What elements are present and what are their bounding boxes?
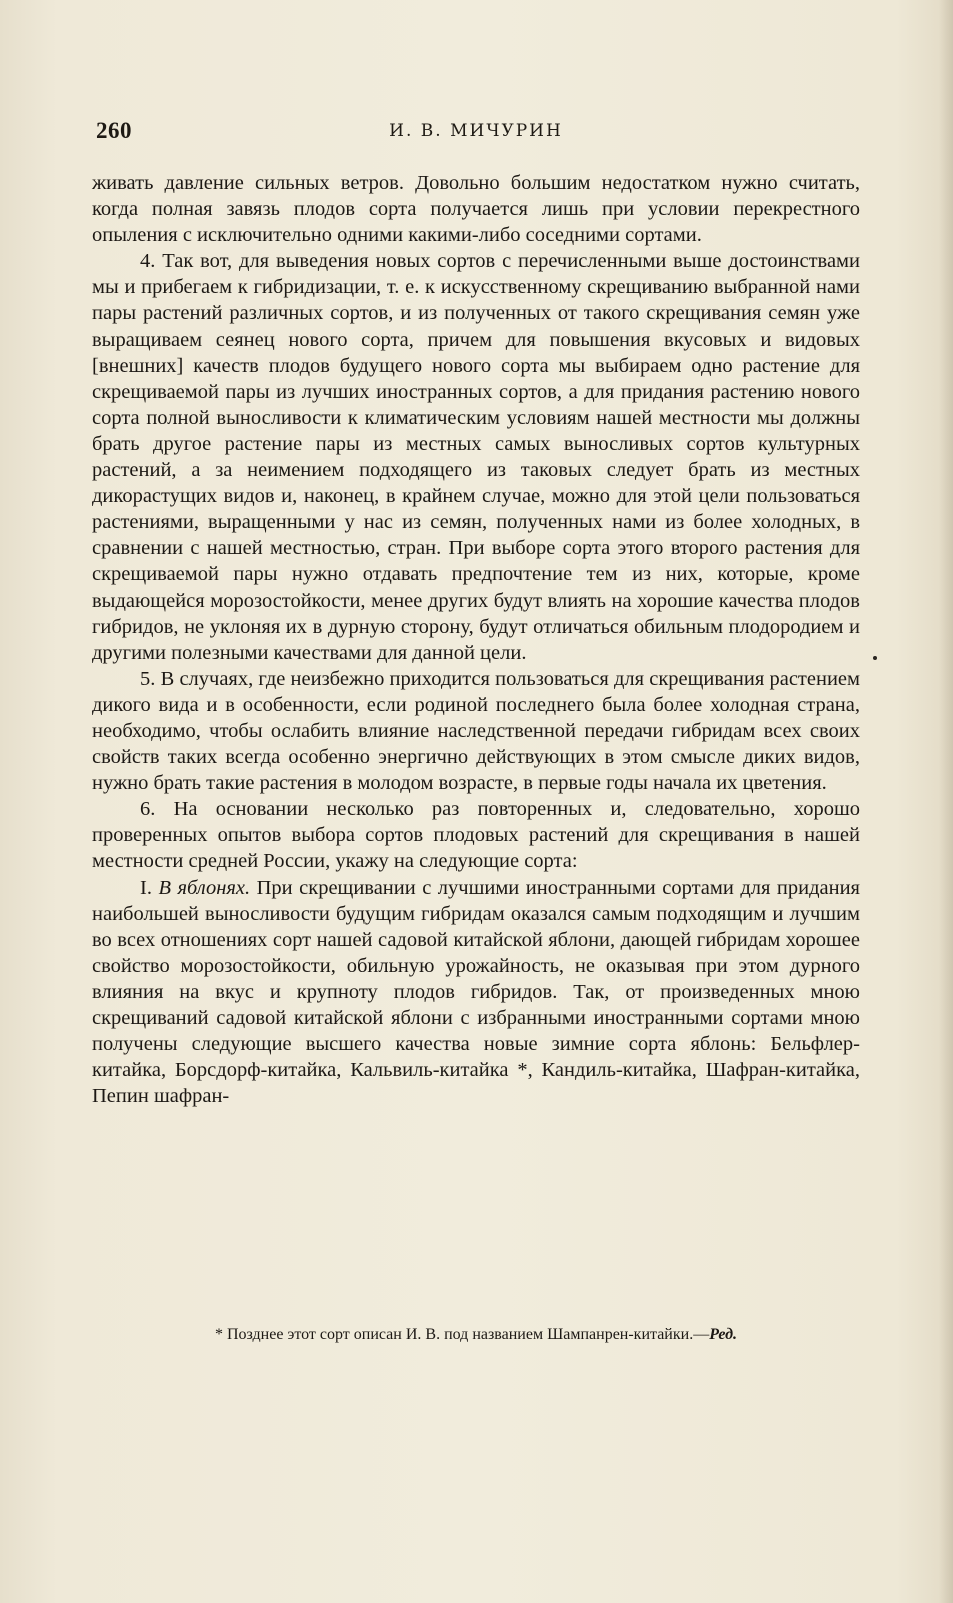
paragraph-4	[92, 248, 860, 666]
running-head: И. В. МИЧУРИН	[389, 121, 563, 141]
paragraph-5	[92, 666, 860, 796]
footnote-text: * Позднее этот сорт описан И. В. под названием Шампанрен-китайки.—	[214, 1326, 710, 1343]
page-number: 260	[96, 118, 132, 143]
page-edge-shadow	[939, 0, 953, 1603]
footnote	[92, 1324, 860, 1346]
paragraph-text: 6. На основании несколько раз повторенных и, следовательно, хорошо проверенных опытов выбора сортов плодовых растений для скрещивания в нашей местности средней России, укажу на следующие сорта:	[92, 798, 860, 873]
paragraph-apple-trees	[92, 875, 860, 1110]
section-number: I.	[140, 876, 159, 899]
page-header	[92, 118, 860, 148]
paragraph-text: 4. Так вот, для выведения новых сортов с перечисленными выше достоинствами мы и прибегаем к гибридизации, т. е. к искусственному скрещиванию выбранной нами пары растений различных сортов, и из полученных от такого скрещивания семян уже выращиваем сеянец нового сорта, причем для повышения вкусовых и видовых [внешних] качеств плодов будущего нового сорта мы выбираем одно растение для скрещиваемой пары из лучших иностранных сортов, а для придания растению нового сорта полной выносливости к климатическим условиям нашей местности мы должны брать другое растение пары из местных самых выносливых сортов культурных растений, а за неимением подходящего из таковых следует брать из местных дикорастущих видов и, наконец, в крайнем случае, можно для этой цели пользоваться растениями, выращенными у нас из семян, полученных нами из более холодных, в сравнении с нашей местностью, стран. При выборе сорта этого второго растения для скрещиваемой пары нужно отдавать предпочтение тем из них, которые, кроме выдающейся морозостойкости, менее других будут влиять на хорошие качества плодов гибридов, не уклоняя их в дурную сторону, будут отличаться обильным плодородием и другими полезными качествами для данной цели.	[92, 250, 860, 664]
paragraph-6	[92, 796, 860, 874]
paragraph-continuation	[92, 170, 860, 248]
section-title-italic: В яблонях.	[158, 876, 251, 899]
body-text	[92, 170, 860, 1109]
footnote-editor-mark: Ред.	[709, 1326, 738, 1343]
paragraph-text: При скрещивании с лучшими иностранными сортами для придания наибольшей выносливости будущим гибридам оказался самым подходящим и лучшим во всех отношениях сорт нашей садовой китайской яблони, дающей гибридам хорошее свойство морозостойкости, обильную урожайность, не оказывая при этом дурного влияния на вкус и крупноту плодов гибридов. Так, от произведенных мною скрещиваний садовой китайской яблони с избранными иностранными сортами мною получены следующие высшего качества новые зимние сорта яблонь: Бельфлер-китайка, Борсдорф-китайка, Кальвиль-китайка *, Кандиль-китайка, Шафран-китайка, Пепин шафран-	[92, 876, 860, 1108]
paragraph-text: 5. В случаях, где неизбежно приходится пользоваться для скрещивания растением дикого вида и в особенности, если родиной последнего была более холодная страна, необходимо, чтобы ослабить влияние наследственной передачи гибридам всех своих свойств таких всегда особенно энергично действующих в этом смысле диких видов, нужно брать такие растения в молодом возрасте, в первые годы начала их цветения.	[92, 667, 860, 795]
margin-mark	[873, 656, 877, 660]
paragraph-text: живать давление сильных ветров. Довольно большим недостатком нужно считать, когда полная завязь плодов сорта получается лишь при условии перекрестного опыления с исключительно одними какими-либо соседними сортами.	[92, 172, 860, 247]
